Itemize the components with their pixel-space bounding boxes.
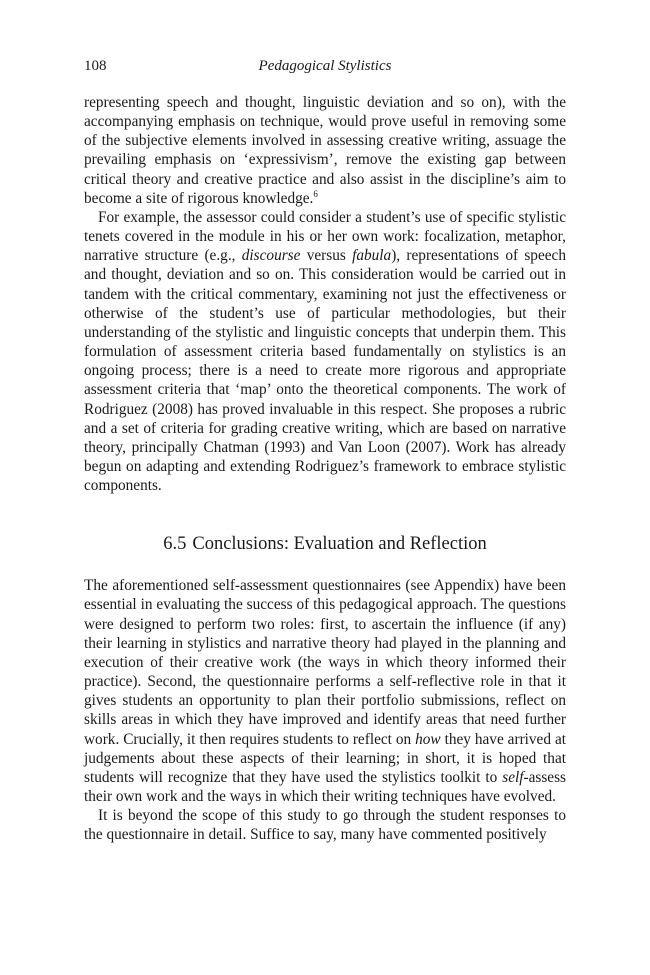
paragraph-1 — [84, 93, 566, 208]
paragraph-2-text-1: For example, the assessor could consider a student’s use of specific stylistic tenets covered in the module in his or her own work: focalization, metaphor, narrative structure (e.g., — [84, 208, 566, 265]
page-number: 108 — [84, 58, 107, 74]
footnote-reference: 6 — [313, 188, 318, 199]
emphasis-how: how — [415, 730, 441, 748]
paragraph-3-text-3: -assess their own work and the ways in which their writing techniques have evolved. — [84, 768, 566, 805]
paragraph-2-text-3: ), representations of speech and thought, deviation and so on. This consideration would be carried out in tandem with the critical commentary, examining not just the effectiveness or otherwise of the student’s use of particular methodologies, but their understanding of the stylistic and linguistic concepts that underpin them. This formulation of assessment criteria based fundamentally on stylistics is an ongoing process; there is a need to create more rigorous and appropriate assessment criteria that ‘map’ onto the theoretical components. The work of Rodriguez (2008) has proved invaluable in this respect. She proposes a rubric and a set of criteria for grading creative writing, which are based on narrative theory, principally Chatman (1993) and Van Loon (2007). Work has already begun on adapting and extending Rodriguez’s framework to embrace stylistic components. — [84, 247, 566, 495]
paragraph-3-text-2: they have arrived at judgements about these aspects of their learning; in short, it is hoped that students will recognize that they have used the stylistics toolkit to — [84, 730, 566, 786]
emphasis-self: self — [502, 768, 524, 786]
running-header — [84, 56, 566, 76]
section-number: 6.5 — [163, 534, 187, 555]
term-fabula: fabula — [352, 247, 392, 265]
running-title: Pedagogical Stylistics — [258, 58, 392, 74]
paragraph-3 — [84, 576, 566, 806]
paragraph-2-text-2: versus — [300, 247, 353, 265]
section-title: Conclusions: Evaluation and Reflection — [192, 534, 487, 555]
section-heading — [84, 532, 566, 556]
paragraph-3-text-1: The aforementioned self-assessment questionnaires (see Appendix) have been essential in evaluating the success of this pedagogical approach. The questions were designed to perform two roles: first, to ascertain the influence (if any) their learning in stylistics and narrative theory had played in the planning and execution of their creative work (the ways in which theory informed their practice). Second, the questionnaire performs a self-reflective role in that it gives students an opportunity to plan their portfolio submissions, reflect on skills areas in which they have improved and identify areas that need further work. Crucially, it then requires students to reflect on — [84, 577, 566, 748]
term-discourse: discourse — [241, 247, 301, 265]
paragraph-2 — [84, 208, 566, 495]
paragraph-4 — [84, 806, 566, 844]
paragraph-4-text: It is beyond the scope of this study to go through the student responses to the questionnaire in detail. Suffice to say, many have commented positively — [84, 807, 566, 844]
body-text — [84, 93, 566, 844]
paragraph-1-text: representing speech and thought, linguistic deviation and so on), with the accompanying emphasis on technique, would prove useful in removing some of the subjective elements involved in assessing creative writing, assuage the prevailing emphasis on ‘expressivism’, remove the existing gap between critical theory and creative practice and also assist in the discipline’s aim to become a site of rigorous knowledge. — [84, 94, 566, 207]
